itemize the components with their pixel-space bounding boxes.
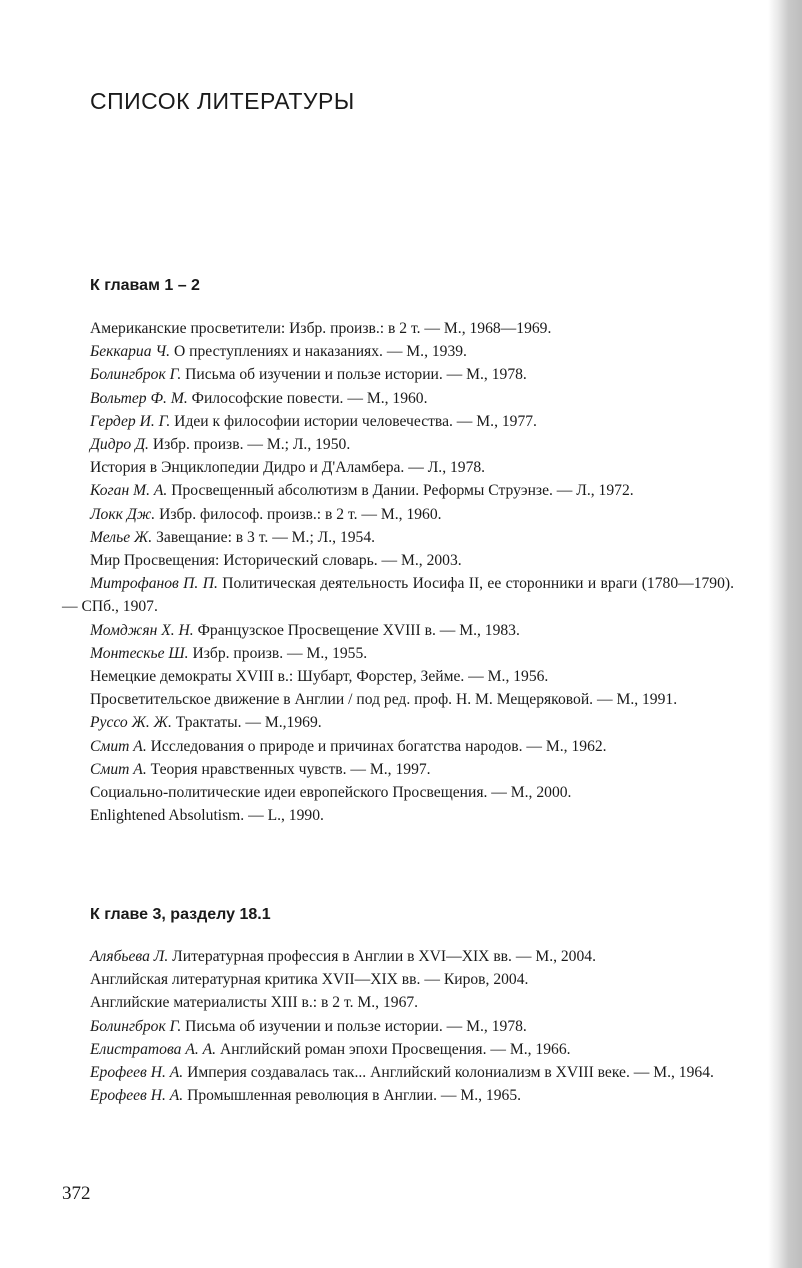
entry-author: Смит А. [90, 737, 147, 755]
bibliography-entry [62, 572, 734, 618]
bibliography-entry [62, 945, 734, 968]
entry-author: Болингброк Г. [90, 1017, 182, 1035]
bibliography-entry [62, 456, 734, 479]
bibliography-entry [62, 503, 734, 526]
bibliography-entry [62, 665, 734, 688]
bibliography-entry [62, 317, 734, 340]
section-heading-chapters-1-2: К главам 1 – 2 [90, 277, 200, 294]
entry-text: Избр. произв. — М.; Л., 1950. [148, 436, 351, 454]
entry-author: Ерофеев Н. А. [90, 1087, 184, 1105]
page-edge-shadow [768, 0, 802, 1268]
bibliography-entry [62, 1061, 734, 1084]
entry-text: Теория нравственных чувств. — М., 1997. [146, 760, 431, 778]
bibliography-entry [62, 804, 734, 827]
bibliography-entry [62, 387, 734, 410]
entry-author: Руссо Ж. Ж. [90, 714, 172, 732]
entry-author: Гердер И. Г. [90, 412, 171, 430]
entry-text: Империя создавалась так... Английский колониализм в XVIII веке. — М., 1964. [183, 1064, 714, 1082]
bibliography-entry [62, 781, 734, 804]
entry-text: Философские повести. — М., 1960. [187, 389, 428, 407]
bibliography-entry [62, 619, 734, 642]
entry-author: Смит А. [90, 760, 147, 778]
entry-text: Английская литературная критика XVII—XIX вв. — Киров, 2004. [90, 971, 529, 989]
entry-text: Enlightened Absolutism. — L., 1990. [90, 807, 324, 825]
bibliography-entry [62, 688, 734, 711]
entry-text: Английские материалисты XIII в.: в 2 т. М., 1967. [90, 994, 419, 1012]
entry-text: Трактаты. — М.,1969. [171, 714, 322, 732]
bibliography-entry [62, 479, 734, 502]
entry-author: Дидро Д. [90, 436, 149, 454]
entry-author: Локк Дж. [90, 505, 156, 523]
bibliography-entry [62, 1038, 734, 1061]
bibliography-entry [62, 526, 734, 549]
entry-text: Социально-политические идеи европейского Просвещения. — М., 2000. [90, 784, 572, 802]
entry-text: Идеи к философии истории человечества. — М., 1977. [170, 412, 537, 430]
page-number: 372 [62, 1183, 91, 1204]
entry-author: Елистратова А. А. [90, 1040, 217, 1058]
bibliography-entry [62, 433, 734, 456]
entry-text: О преступлениях и наказаниях. — М., 1939. [170, 343, 467, 361]
entry-author: Мелье Ж. [90, 528, 153, 546]
bibliography-entry [62, 363, 734, 386]
entry-text: Завещание: в 3 т. — М.; Л., 1954. [152, 528, 376, 546]
bibliography-entry [62, 968, 734, 991]
bibliography-entry [62, 991, 734, 1014]
bibliography-entry [62, 340, 734, 363]
entry-text: Просветительское движение в Англии / под ред. проф. Н. М. Мещеряковой. — М., 1991. [90, 691, 678, 709]
bibliography-list-chapter-3 [62, 945, 734, 1107]
bibliography-entry [62, 758, 734, 781]
entry-text: Политическая деятельность Иосифа II, ее сторонники и враги (1780—1790). — СПб., 1907. [62, 575, 734, 616]
entry-text: Промышленная революция в Англии. — М., 1965. [183, 1087, 522, 1105]
bibliography-entry [62, 642, 734, 665]
entry-author: Коган М. А. [90, 482, 168, 500]
entry-text: Избр. философ. произв.: в 2 т. — М., 1960. [155, 505, 442, 523]
entry-text: История в Энциклопедии Дидро и Д'Аламбера. — Л., 1978. [90, 459, 486, 477]
bibliography-entry [62, 711, 734, 734]
entry-text: Просвещенный абсолютизм в Дании. Реформы Струэнзе. — Л., 1972. [167, 482, 634, 500]
entry-text: Французское Просвещение XVIII в. — М., 1983. [193, 621, 520, 639]
bibliography-entry [62, 410, 734, 433]
entry-text: Мир Просвещения: Исторический словарь. — М., 2003. [90, 552, 462, 570]
bibliography-entry [62, 549, 734, 572]
entry-text: Письма об изучении и пользе истории. — М., 1978. [181, 366, 527, 384]
entry-text: Избр. произв. — М., 1955. [188, 644, 368, 662]
entry-author: Алябьева Л. [90, 948, 169, 965]
entry-author: Беккариа Ч. [90, 343, 171, 361]
entry-text: Литературная профессия в Англии в XVI—XIX вв. — М., 2004. [168, 948, 596, 965]
section-heading-chapter-3: К главе 3, разделу 18.1 [90, 906, 271, 923]
entry-author: Вольтер Ф. М. [90, 389, 188, 407]
bibliography-entry [62, 735, 734, 758]
entry-author: Болингброк Г. [90, 366, 182, 384]
bibliography-list-chapters-1-2 [62, 317, 734, 827]
entry-text: Исследования о природе и причинах богатства народов. — М., 1962. [146, 737, 607, 755]
page-title: СПИСОК ЛИТЕРАТУРЫ [90, 88, 355, 114]
bibliography-entry [62, 1084, 734, 1107]
entry-text: Немецкие демократы XVIII в.: Шубарт, Форстер, Зейме. — М., 1956. [90, 668, 549, 686]
entry-author: Момджян Х. Н. [90, 621, 194, 639]
entry-author: Монтескье Ш. [90, 644, 189, 662]
entry-text: Английский роман эпохи Просвещения. — М., 1966. [216, 1040, 571, 1058]
entry-author: Митрофанов П. П. [90, 575, 218, 593]
entry-text: Американские просветители: Избр. произв.: в 2 т. — М., 1968—1969. [90, 320, 552, 337]
bibliography-entry [62, 1015, 734, 1038]
entry-text: Письма об изучении и пользе истории. — М., 1978. [181, 1017, 527, 1035]
entry-author: Ерофеев Н. А. [90, 1064, 184, 1082]
